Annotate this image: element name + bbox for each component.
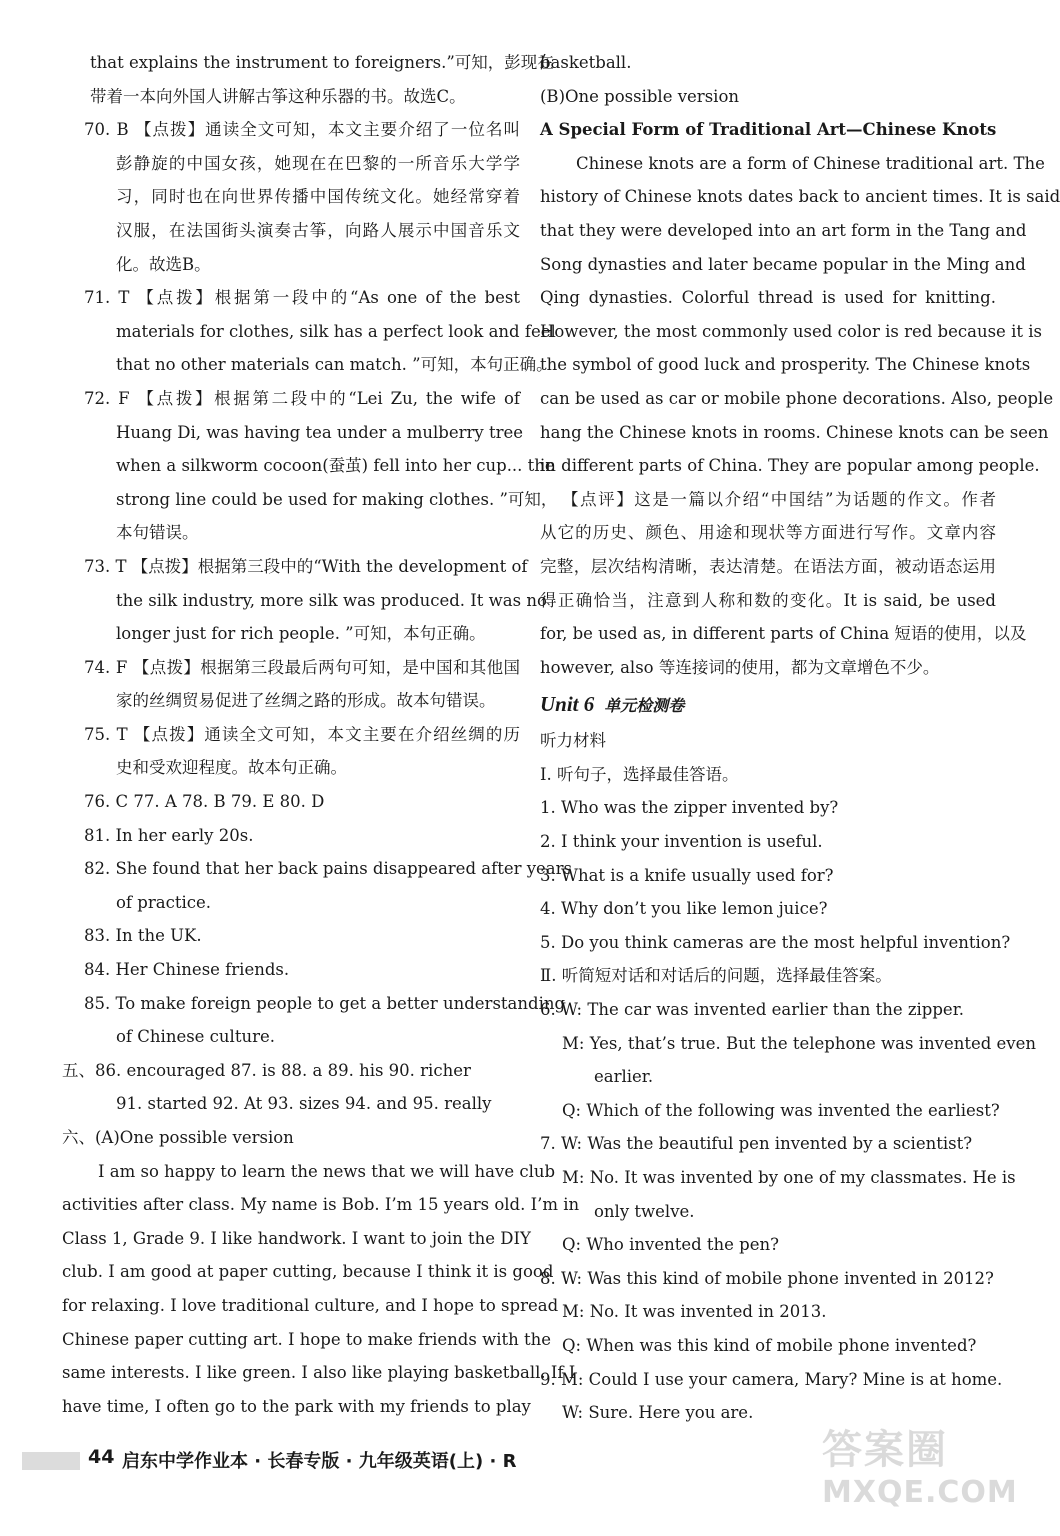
text-line: Class 1, Grade 9. I like handwork. I want to join the DIY	[62, 1228, 531, 1248]
right-column-top	[540, 46, 1060, 684]
text-line: 1. Who was the zipper invented by?	[540, 798, 839, 818]
text-line: 3. What is a knife usually used for?	[540, 865, 834, 885]
text-line: A Special Form of Traditional Art—Chinese Knots	[540, 120, 997, 140]
text-line: the symbol of good luck and prosperity. The Chinese knots	[540, 355, 1031, 375]
text-line: 72. F 【点拨】根据第二段中的“Lei Zu, the wife of	[84, 388, 520, 408]
text-line: Q: When was this kind of mobile phone invented?	[562, 1335, 977, 1355]
text-line: 六、(A)One possible version	[62, 1128, 294, 1147]
text-line: same interests. I like green. I also like playing basketball. If I	[62, 1363, 576, 1383]
text-line: 70. B 【点拨】通读全文可知，本文主要介绍了一位名叫	[84, 120, 520, 140]
text-line: 汉服，在法国街头演奏古筝，向路人展示中国音乐文	[116, 220, 520, 240]
text-line: 得正确恰当，注意到人称和数的变化。It is said, be used	[540, 590, 996, 610]
watermark	[822, 1418, 1018, 1528]
unit-label: 单元检测卷	[604, 698, 685, 716]
text-line: 74. F 【点拨】根据第三段最后两句可知，是中国和其他国	[84, 657, 520, 677]
text-line: 71. T 【点拨】根据第一段中的“As one of the best	[84, 288, 520, 308]
text-line: 从它的历史、颜色、用途和现状等方面进行写作。文章内容	[540, 523, 996, 543]
text-line: 73. T 【点拨】根据第三段中的“With the development of	[84, 556, 528, 576]
text-line: Song dynasties and later became popular in the Ming and	[540, 254, 1026, 274]
text-line: that no other materials can match. ”可知，本句正确。	[116, 355, 553, 375]
text-line: Ⅱ. 听简短对话和对话后的问题，选择最佳答案。	[540, 966, 892, 986]
text-line: materials for clothes, silk has a perfect look and feel	[116, 321, 556, 341]
text-line: 82. She found that her back pains disappeared after years	[84, 859, 572, 879]
text-line: club. I am good at paper cutting, because I think it is good	[62, 1262, 554, 1282]
footer-title: 启东中学作业本 · 长春专版 · 九年级英语(上) · R	[122, 1451, 517, 1472]
text-line: of practice.	[116, 892, 211, 912]
text-line: in different parts of China. They are popular among people.	[540, 456, 1040, 476]
text-line: 91. started 92. At 93. sizes 94. and 95. really	[116, 1094, 492, 1114]
right-column	[540, 46, 1060, 1430]
unit-title: Unit 6	[540, 692, 595, 717]
text-line: Q: Who invented the pen?	[562, 1235, 779, 1255]
text-line: (B)One possible version	[540, 86, 739, 106]
text-line: 化。故选B。	[116, 254, 211, 274]
text-line: history of Chinese knots dates back to ancient times. It is said	[540, 187, 1060, 207]
text-line: 9. M: Could I use your camera, Mary? Mine is at home.	[540, 1369, 1003, 1389]
text-line: however, also 等连接词的使用，都为文章增色不少。	[540, 657, 940, 677]
text-line: 彭静旋的中国女孩，她现在在巴黎的一所音乐大学学	[116, 153, 520, 173]
text-line: 76. C 77. A 78. B 79. E 80. D	[84, 792, 325, 812]
text-line: 听力材料	[540, 731, 606, 751]
text-line: M: No. It was invented by one of my classmates. He is	[562, 1168, 1016, 1187]
text-line: 史和受欢迎程度。故本句正确。	[116, 758, 347, 778]
text-line: 7. W: Was the beautiful pen invented by a scientist?	[540, 1134, 973, 1154]
text-line: that they were developed into an art form in the Tang and	[540, 220, 1027, 240]
text-line: 6. W: The car was invented earlier than the zipper.	[540, 1000, 965, 1020]
text-line: W: Sure. Here you are.	[562, 1403, 754, 1423]
text-line: 五、86. encouraged 87. is 88. a 89. his 90. richer	[62, 1060, 471, 1080]
text-line: 4. Why don’t you like lemon juice?	[540, 899, 828, 919]
text-line: Chinese paper cutting art. I hope to make friends with the	[62, 1329, 551, 1349]
text-line: Ⅰ. 听句子，选择最佳答语。	[540, 764, 739, 784]
text-line: M: Yes, that’s true. But the telephone was invented even	[562, 1033, 1037, 1053]
text-line: 习，同时也在向世界传播中国传统文化。她经常穿着	[116, 187, 520, 207]
text-line: 2. I think your invention is useful.	[540, 832, 823, 852]
text-line: 84. Her Chinese friends.	[84, 960, 290, 980]
text-line: have time, I often go to the park with my friends to play	[62, 1396, 531, 1416]
text-line: Q: Which of the following was invented the earliest?	[562, 1100, 1000, 1120]
text-line: Chinese knots are a form of Chinese traditional art. The	[576, 153, 1045, 173]
text-line: hang the Chinese knots in rooms. Chinese knots can be seen	[540, 422, 1049, 442]
text-line: can be used as car or mobile phone decorations. Also, people	[540, 388, 1054, 408]
text-line: 带着一本向外国人讲解古筝这种乐器的书。故选C。	[90, 86, 466, 106]
text-line: However, the most commonly used color is red because it is	[540, 321, 1042, 341]
unit-heading	[540, 684, 996, 724]
text-line: activities after class. My name is Bob. I’m 15 years old. I’m in	[62, 1195, 580, 1215]
text-line: 83. In the UK.	[84, 926, 202, 946]
text-line: 家的丝绸贸易促进了丝绸之路的形成。故本句错误。	[116, 691, 496, 711]
text-line: longer just for rich people. ”可知，本句正确。	[116, 624, 486, 644]
text-line: 8. W: Was this kind of mobile phone invented in 2012?	[540, 1268, 994, 1288]
text-line: 85. To make foreign people to get a better understanding	[84, 993, 566, 1013]
text-line: for, be used as, in different parts of China 短语的使用，以及	[540, 624, 1027, 644]
text-line: 5. Do you think cameras are the most helpful invention?	[540, 932, 1011, 952]
text-line: Huang Di, was having tea under a mulberry tree	[116, 422, 523, 442]
text-line: for relaxing. I love traditional culture, and I hope to spread	[62, 1295, 559, 1315]
page-number: 44	[88, 1446, 115, 1468]
text-line: 本句错误。	[116, 523, 199, 543]
text-line: 75. T 【点拨】通读全文可知，本文主要在介绍丝绸的历	[84, 724, 520, 744]
text-line: 完整，层次结构清晰，表达清楚。在语法方面，被动语态运用	[540, 556, 996, 576]
text-line: when a silkworm cocoon(蚕茧) fell into her cup... the	[116, 456, 555, 476]
text-line: only twelve.	[594, 1201, 695, 1221]
text-line: basketball.	[540, 53, 632, 72]
watermark-en: MXQE.COM	[822, 1475, 1018, 1510]
text-line: 81. In her early 20s.	[84, 825, 254, 845]
text-line: the silk industry, more silk was produced. It was no	[116, 590, 547, 610]
footer-bar	[22, 1452, 80, 1470]
text-line: Qing dynasties. Colorful thread is used for knitting.	[540, 288, 996, 308]
text-line: I am so happy to learn the news that we will have club	[98, 1161, 556, 1181]
text-line: earlier.	[594, 1067, 654, 1087]
text-line: 【点评】这是一篇以介绍“中国结”为话题的作文。作者	[562, 489, 996, 509]
text-line: M: No. It was invented in 2013.	[562, 1302, 827, 1322]
text-line: strong line could be used for making clothes. ”可知，	[116, 489, 558, 509]
text-line: of Chinese culture.	[116, 1027, 275, 1047]
text-line: that explains the instrument to foreigners.”可知，彭现在	[90, 53, 554, 72]
right-column-bottom	[540, 724, 1037, 1429]
watermark-cn: 答案圈	[822, 1427, 948, 1473]
